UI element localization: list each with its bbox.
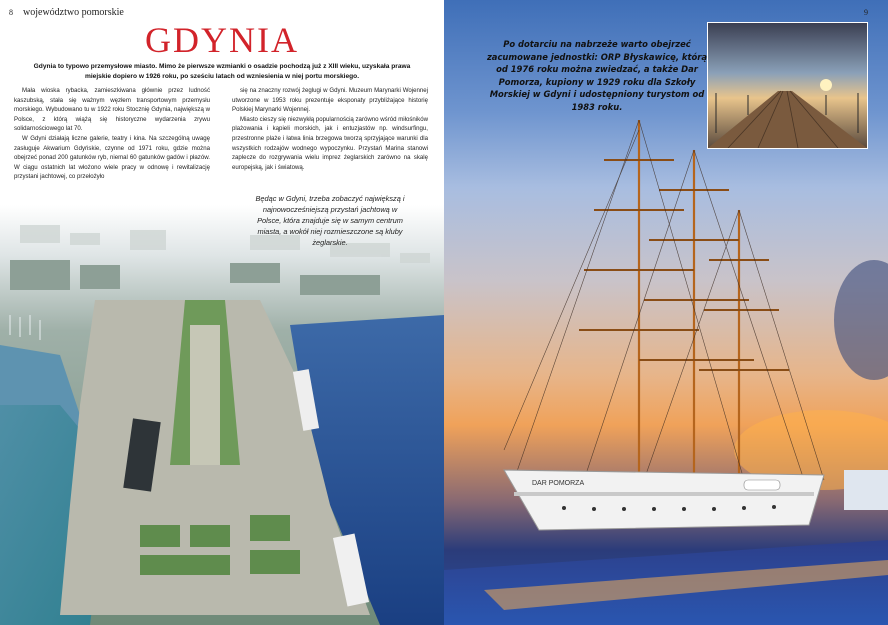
page-number-left: 8 xyxy=(9,8,13,17)
aerial-photo-gdynia-port xyxy=(0,205,444,625)
pull-quote-left: Będąc w Gdyni, trzeba zobaczyć największą i najnowocześniejszą przystań jachtową w Polsce, która znajduje się w samym centrum miasta, a wokół niej rozmieszczone są kluby żeglarskie. xyxy=(255,194,405,247)
pull-quote-right: Po dotarciu na nabrzeże warto obejrzeć zacumowane jednostki: ORP Błyskawicę, którą od 1976 roku można zwiedzać, a także Dar Pomorza, kupiony w 1929 roku dla Szkoły Morskiej w Gdyni i udostępniony turystom od 1983 roku. xyxy=(486,39,708,112)
page-number-right: 9 xyxy=(864,8,868,17)
photo-dar-pomorza-ship xyxy=(444,120,888,625)
right-page xyxy=(444,0,888,625)
paragraph: Mała wioska rybacka, zamieszkiwana głównie przez ludność kaszubską, stała się ważnym węzłem transportowym przemysłu morskiego. Wybudowano tu w 1922 roku Stocznię Gdynia, największą w Polsce, z którą wiążą się historyczne wydarzenia zrywu solidarnościowego lat 70. xyxy=(14,87,210,133)
ship-name-label: DAR POMORZA xyxy=(532,480,585,487)
paragraph: W Gdyni działają liczne galerie, teatry i kina. Na szczególną uwagę zasługuje Akwarium Gdyńskie, czynne od 1971 roku, gdzie można obejrzeć ponad 200 gatunków ryb, niemal 60 gatunków gadów i płazów. W ciągu ostatnich lat włożono wiele pracy w odnowę i rewitalizację przystani jachtowej, co przełożyło xyxy=(14,134,210,181)
section-title: województwo pomorskie xyxy=(23,7,124,18)
page-title: GDYNIA xyxy=(145,20,299,60)
inset-photo-pier-sunset xyxy=(707,22,868,149)
paragraph: się na znaczny rozwój żeglugi w Gdyni. Muzeum Marynarki Wojennej utworzone w 1953 roku prezentuje eksponaty przybliżające historię Polskiej Marynarki Wojennej. xyxy=(232,87,428,114)
text-column-right xyxy=(232,86,428,172)
text-column-left xyxy=(14,86,210,182)
paragraph: Miasto cieszy się niezwykłą popularnością zarówno wśród miłośników plażowania i kąpieli morskich, jak i entuzjastów np. windsurfingu, przestronne plaże i łatwa linia brzegowa tworzą sprzyjające warunki dla wszystkich rodzajów wodnego wypoczynku. Przystań Marina stanowi zaplecze do rozgrywania wielu imprez żeglarskich zarówno na skalę europejską, jak i światową. xyxy=(232,115,428,171)
lead-paragraph: Gdynia to typowo przemysłowe miasto. Mimo że pierwsze wzmianki o osadzie pochodzą już z XIII wieku, uzyskała prawa miejskie dopiero w 1926 roku, po sześciu latach od wzniesienia w niej portu morskiego. xyxy=(33,63,411,80)
